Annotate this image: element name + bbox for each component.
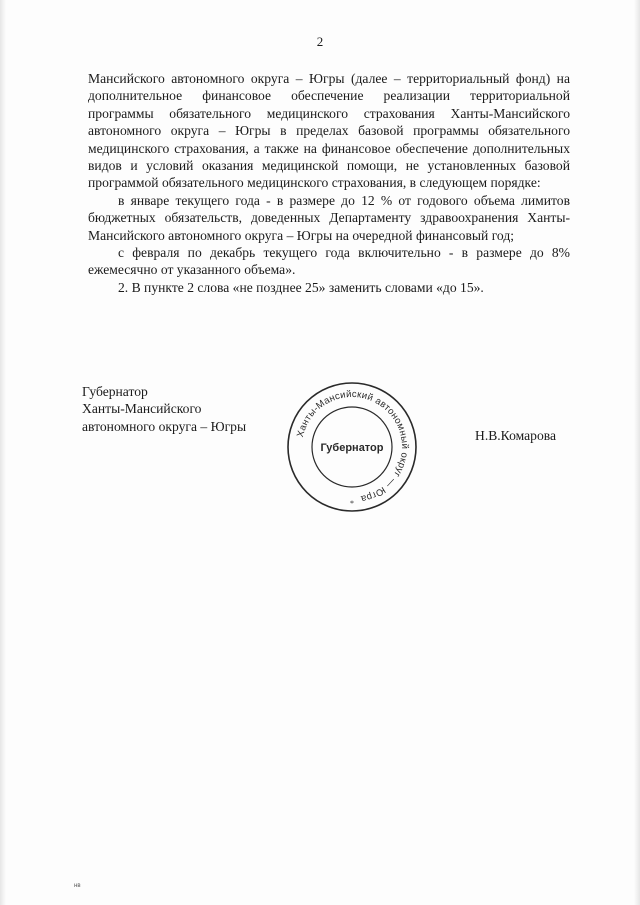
seal-ring-text: Ханты-Мансийский автономный округ — Югра <box>295 388 411 505</box>
signer-name: Н.В.Комарова <box>475 428 557 443</box>
paragraph-fund-financing: Мансийского автономного округа – Югры (далее – территориальный фонд) на дополнительное финансовое обеспечение реализации территориальной программы обязательного медицинского страхования Ханты-Мансийского автономного округа – Югры в пределах базовой программы обязательного медицинского страхования, а также на финансовое обеспечение дополнительных видов и условий оказания медицинской помощи, не установленных базовой программой обязательного медицинского страхования, в следующем порядке: <box>88 71 570 191</box>
footer-initials: нв <box>74 883 81 889</box>
paragraph-february-december: с февраля по декабрь текущего года включительно - в размере до 8% ежемесячно от указанного объема». <box>88 245 570 278</box>
document-body <box>88 70 570 296</box>
paragraph-january: в январе текущего года - в размере до 12 % от годового объема лимитов бюджетных обязательств, доведенных Департаменту здравоохранения Ханты-Мансийского автономного округа – Югры на очередной финансовый год; <box>88 192 570 243</box>
signature-position-line-2: Ханты-Мансийского <box>82 401 202 417</box>
official-seal <box>285 380 419 514</box>
seal-center-text: Губернатор <box>320 442 384 454</box>
scan-edge-right <box>634 0 640 905</box>
seal-bottom-star: * <box>350 499 354 508</box>
paragraph-item-2: 2. В пункте 2 слова «не позднее 25» заменить словами «до 15». <box>118 279 484 295</box>
signature-position <box>82 383 246 435</box>
signature-position-line-1: Губернатор <box>82 384 148 399</box>
page-number: 2 <box>316 34 324 49</box>
signature-position-line-3: автономного округа – Югры <box>82 418 247 434</box>
scan-edge-left <box>0 0 6 905</box>
